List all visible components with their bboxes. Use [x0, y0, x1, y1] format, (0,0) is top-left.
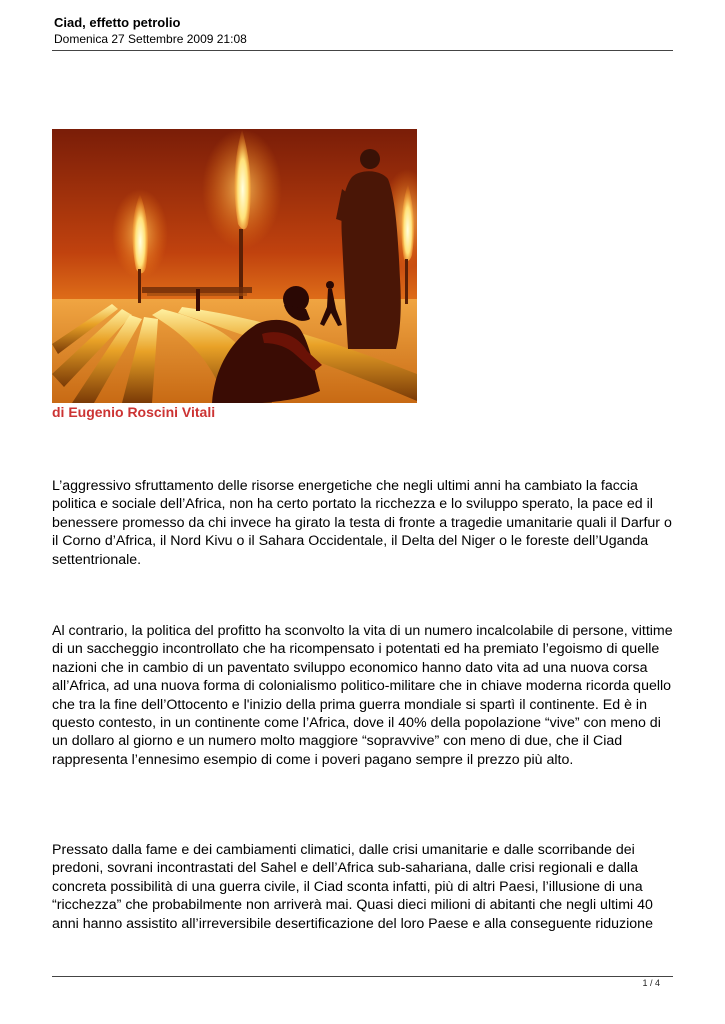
footer-divider: [52, 976, 673, 977]
page-header: [54, 15, 674, 47]
page-number: 1 / 4: [642, 978, 660, 988]
article-author: di Eugenio Roscini Vitali: [52, 404, 216, 420]
paragraph-1: L’aggressivo sfruttamento delle risorse energetiche che negli ultimi anni ha cambiato la faccia politica e sociale dell’Africa, non ha certo portato la ricchezza e lo sviluppo sperato, la pace ed il benessere promesso da chi invece ha girato la testa di fronte a tragedie umanitarie quali il Darfur o il Corno d’Africa, il Nord Kivu o il Sahara Occidentale, il Delta del Niger o le foreste dell’Uganda settentrionale.: [52, 478, 672, 568]
paragraph-3: Pressato dalla fame e dei cambiamenti climatici, dalle crisi umanitarie e dalle scorribande dei predoni, sovrani incontrastati del Sahel e dell’Africa sub-sahariana, dalle crisi regionali e dalla concreta possibilità di una guerra civile, il Ciad sconta infatti, più di altri Paesi, l’illusione di una “ricchezza” che probabilmente non arriverà mai. Quasi dieci milioni di abitanti che negli ultimi 40 anni hanno assistito all’irreversibile desertificazione del loro Paese e alla conseguente riduzione: [52, 842, 653, 932]
header-divider: [52, 50, 673, 51]
paragraph-2: Al contrario, la politica del profitto ha sconvolto la vita di un numero incalcolabile di persone, vittime di un saccheggio incontrollato che ha ricompensato i potentati ed ha premiato l’egoismo di quelle nazioni che in cambio di un paventato sviluppo economico hanno dato vita ad una nuova corsa all’Africa, ad una nuova forma di colonialismo politico-militare che in chiave moderna ricorda quello che tra la fine dell’Ottocento e l'inizio della prima guerra mondiale si spartì il continente. Ed è in questo contesto, in un continente come l’Africa, dove il 40% della popolazione “vive” con meno di un dollaro al giorno e un numero molto maggiore “sopravvive” con meno di due, che il Ciad rappresenta l’ennesimo esempio di come i poveri pagano sempre il prezzo più alto.: [52, 623, 673, 768]
article-photo: [52, 129, 417, 403]
article-title: Ciad, effetto petrolio: [54, 15, 181, 30]
publish-date: Domenica 27 Settembre 2009 21:08: [54, 32, 247, 46]
